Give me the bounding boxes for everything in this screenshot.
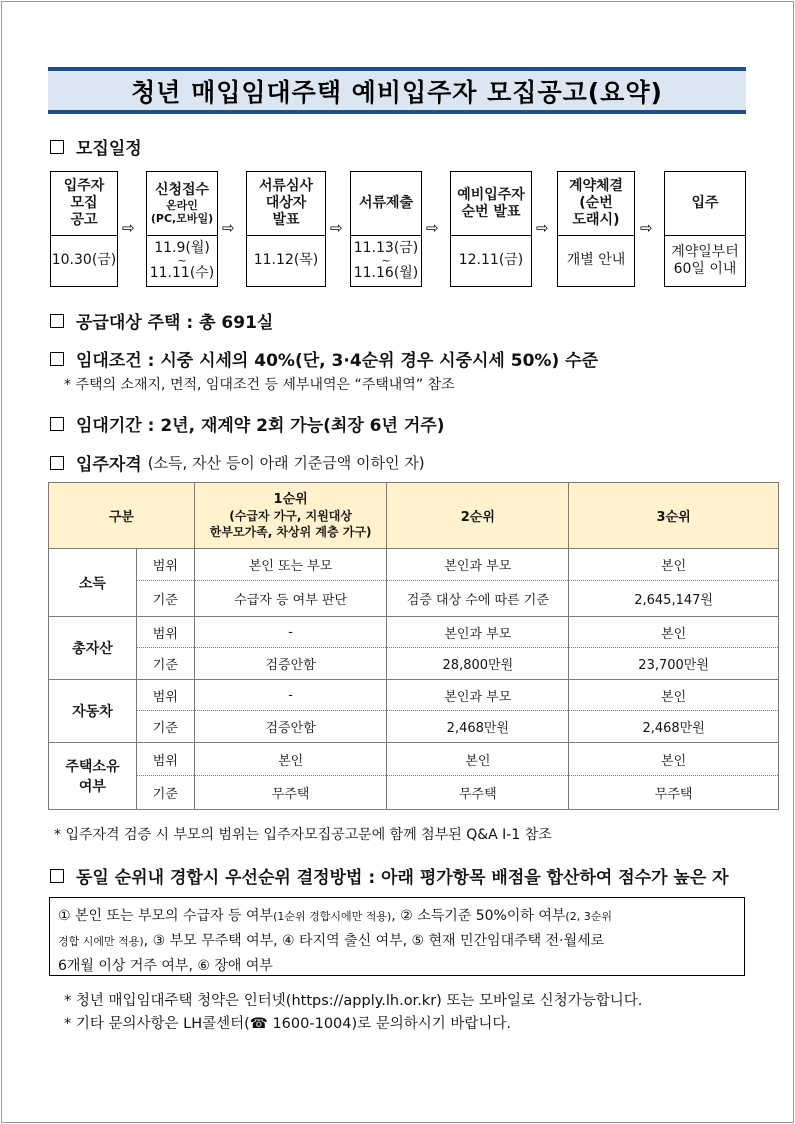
criteria-text: 6개월 이상 거주 여부, ⑥ 장애 여부: [58, 958, 273, 974]
cell-rank3: 무주택: [569, 776, 779, 810]
criteria-text: , ③ 부모 무주택 여부, ④ 타지역 출신 여부, ⑤ 현재 민간임대주택 전·월세로: [143, 933, 605, 949]
checkbox-square-icon: [50, 417, 64, 431]
step-title-line: (PC,모바일): [150, 211, 214, 225]
step-title: [247, 172, 325, 236]
step-title-line: 신청접수: [154, 181, 210, 198]
row-label: 기준: [136, 776, 194, 810]
schedule-step: [350, 171, 422, 287]
cell-rank1: -: [194, 617, 387, 648]
step-title: [665, 172, 745, 236]
page-title: 청년 매입임대주택 예비입주자 모집공고(요약): [131, 77, 663, 107]
step-date-line: 계약일부터: [671, 243, 739, 260]
step-title: [351, 172, 421, 236]
checkbox-square-icon: [50, 456, 64, 470]
row-label: 범위: [136, 743, 194, 776]
cell-rank2: 28,800만원: [387, 648, 569, 680]
step-title-line: 발표: [272, 211, 300, 228]
cell-rank1: 본인: [194, 743, 387, 776]
checkbox-square-icon: [50, 352, 64, 366]
group-name-line: 여부: [78, 779, 106, 795]
step-title: [558, 172, 634, 236]
criteria-text: ① 본인 또는 부모의 수급자 등 여부: [58, 908, 274, 924]
step-date: [451, 236, 531, 285]
step-date-line: 60일 이내: [673, 260, 737, 277]
title-banner: [48, 67, 746, 114]
cell-rank3: 본인: [569, 549, 779, 581]
cell-rank1: -: [194, 680, 387, 711]
row-label: 범위: [136, 549, 194, 581]
step-title-line: 예비입주자: [457, 186, 525, 203]
group-home-ownership: [49, 743, 137, 810]
section-schedule: [50, 134, 142, 159]
table-row: [49, 680, 779, 711]
row-label: 기준: [136, 711, 194, 743]
step-date-line: 12.11(금): [458, 252, 524, 269]
step-date-line: 개별 안내: [566, 252, 626, 269]
section-priority-heading: 동일 순위내 경합시 우선순위 결정방법 : 아래 평가항목 배점을 합산하여 점수가 높은 자: [76, 868, 729, 888]
table-row: [49, 617, 779, 648]
step-title-line: (순번: [579, 195, 613, 212]
row-label: 범위: [136, 617, 194, 648]
row-label: 기준: [136, 648, 194, 680]
priority-criteria-box: [49, 897, 745, 976]
cell-rank2: 무주택: [387, 776, 569, 810]
lease-terms-note: * 주택의 소재지, 면적, 임대조건 등 세부내역은 “주택내역” 참조: [64, 377, 455, 393]
step-title-line: 순번 발표: [461, 203, 521, 220]
step-date: [147, 236, 217, 285]
cell-rank2: 검증 대상 수에 따른 기준: [387, 581, 569, 617]
section-schedule-heading: 모집일정: [76, 139, 142, 159]
step-title-line: 대상자: [265, 195, 307, 212]
cell-rank3: 본인: [569, 743, 779, 776]
section-lease-terms-heading: 임대조건 : 시중 시세의 40%(단, 3·4순위 경우 시중시세 50%) 수준: [76, 351, 598, 371]
step-title-line: 도래시): [572, 211, 620, 228]
step-date: [247, 236, 325, 285]
group-name-line: 주택소유: [65, 759, 120, 775]
cell-rank3: 2,468만원: [569, 711, 779, 743]
schedule-step: [664, 171, 746, 287]
schedule-step: [50, 171, 118, 287]
header-rank1: [194, 483, 387, 549]
section-qualification-heading: 입주자격: [76, 455, 142, 475]
section-lease-period-heading: 임대기간 : 2년, 재계약 2회 가능(최장 6년 거주): [76, 416, 445, 436]
cell-rank3: 본인: [569, 680, 779, 711]
cell-rank3: 본인: [569, 617, 779, 648]
cell-rank1: 검증안함: [194, 711, 387, 743]
header-rank3: 3순위: [569, 483, 779, 549]
schedule-step: [246, 171, 326, 287]
step-date-line: 11.16(월): [353, 264, 419, 281]
schedule-step: [146, 171, 218, 287]
cell-rank2: 본인과 부모: [387, 549, 569, 581]
section-supply: [50, 308, 273, 333]
header-rank2: 2순위: [387, 483, 569, 549]
step-title-line: 입주자: [63, 178, 105, 195]
arrow-right-icon: ⇨: [426, 219, 439, 237]
group-car: 자동차: [49, 680, 137, 743]
group-income: 소득: [49, 549, 137, 617]
step-date: [351, 236, 421, 285]
header-rank1-sub: 한부모가족, 차상위 계층 가구): [209, 524, 372, 539]
table-row: [49, 743, 779, 776]
checkbox-square-icon: [50, 314, 64, 328]
checkbox-square-icon: [50, 140, 64, 154]
step-date-line: 11.13(금): [353, 239, 419, 256]
step-title: [451, 172, 531, 236]
step-title-line: 공고: [70, 211, 98, 228]
section-lease-period: [50, 411, 444, 436]
criteria-note: 경합 시에만 적용): [58, 935, 144, 948]
criteria-note: (2, 3순위: [565, 910, 612, 923]
footer-note: * 기타 문의사항은 LH콜센터(☎ 1600-1004)로 문의하시기 바랍니다.: [64, 1016, 512, 1032]
criteria-text: , ② 소득기준 50%이하 여부: [391, 908, 566, 924]
step-title: [51, 172, 117, 236]
group-total-assets: 총자산: [49, 617, 137, 680]
step-title-line: 서류제출: [358, 195, 414, 212]
table-row: [49, 648, 779, 680]
step-date-line: 10.30(금): [51, 252, 117, 269]
cell-rank2: 본인과 부모: [387, 617, 569, 648]
table-row: [49, 711, 779, 743]
header-category: 구분: [49, 483, 195, 549]
cell-rank1: 무주택: [194, 776, 387, 810]
section-qualification-subheading: (소득, 자산 등이 아래 기준금액 이하인 자): [147, 454, 425, 472]
section-supply-heading: 공급대상 주택 : 총 691실: [76, 313, 274, 333]
step-date-line: ~: [177, 253, 187, 267]
cell-rank2: 본인: [387, 743, 569, 776]
arrow-right-icon: ⇨: [536, 219, 549, 237]
cell-rank3: 2,645,147원: [569, 581, 779, 617]
step-title-line: 입주: [691, 195, 719, 212]
step-date-line: 11.12(목): [253, 252, 319, 269]
table-row: [49, 581, 779, 617]
step-title-line: 온라인: [166, 198, 198, 212]
footer-note: * 청년 매입임대주택 청약은 인터넷(https://apply.lh.or.kr) 또는 모바일로 신청가능합니다.: [64, 993, 643, 1009]
step-date: [558, 236, 634, 285]
schedule-step: [557, 171, 635, 287]
table-row: [49, 549, 779, 581]
table-row: [49, 776, 779, 810]
step-date: [665, 236, 745, 285]
section-priority: [50, 863, 729, 888]
arrow-right-icon: ⇨: [640, 219, 653, 237]
section-lease-terms: [50, 346, 598, 371]
step-date: [51, 236, 117, 285]
cell-rank2: 2,468만원: [387, 711, 569, 743]
section-qualification: [50, 450, 425, 475]
criteria-note: (1순위 경합시에만 적용): [273, 910, 392, 923]
qualification-note: * 입주자격 검증 시 부모의 범위는 입주자모집공고문에 함께 첨부된 Q&A Ⅰ-1 참조: [54, 827, 552, 843]
cell-rank1: 검증안함: [194, 648, 387, 680]
arrow-right-icon: ⇨: [330, 219, 343, 237]
qualification-table: [48, 482, 779, 810]
step-date-line: 11.11(수): [149, 264, 215, 281]
step-title-line: 모집: [70, 195, 98, 212]
checkbox-square-icon: [50, 869, 64, 883]
cell-rank3: 23,700만원: [569, 648, 779, 680]
schedule-step: [450, 171, 532, 287]
arrow-right-icon: ⇨: [122, 219, 135, 237]
arrow-right-icon: ⇨: [222, 219, 235, 237]
row-label: 범위: [136, 680, 194, 711]
step-date-line: ~: [381, 253, 391, 267]
step-title-line: 서류심사: [258, 178, 314, 195]
header-rank1-sub: (수급자 가구, 지원대상: [229, 508, 352, 523]
table-header-row: [49, 483, 779, 549]
step-title: [147, 172, 217, 236]
step-date-line: 11.9(월): [154, 239, 210, 256]
header-rank1-title: 1순위: [273, 491, 308, 507]
cell-rank1: 수급자 등 여부 판단: [194, 581, 387, 617]
row-label: 기준: [136, 581, 194, 617]
step-title-line: 계약체결: [568, 178, 624, 195]
cell-rank1: 본인 또는 부모: [194, 549, 387, 581]
cell-rank2: 본인과 부모: [387, 680, 569, 711]
